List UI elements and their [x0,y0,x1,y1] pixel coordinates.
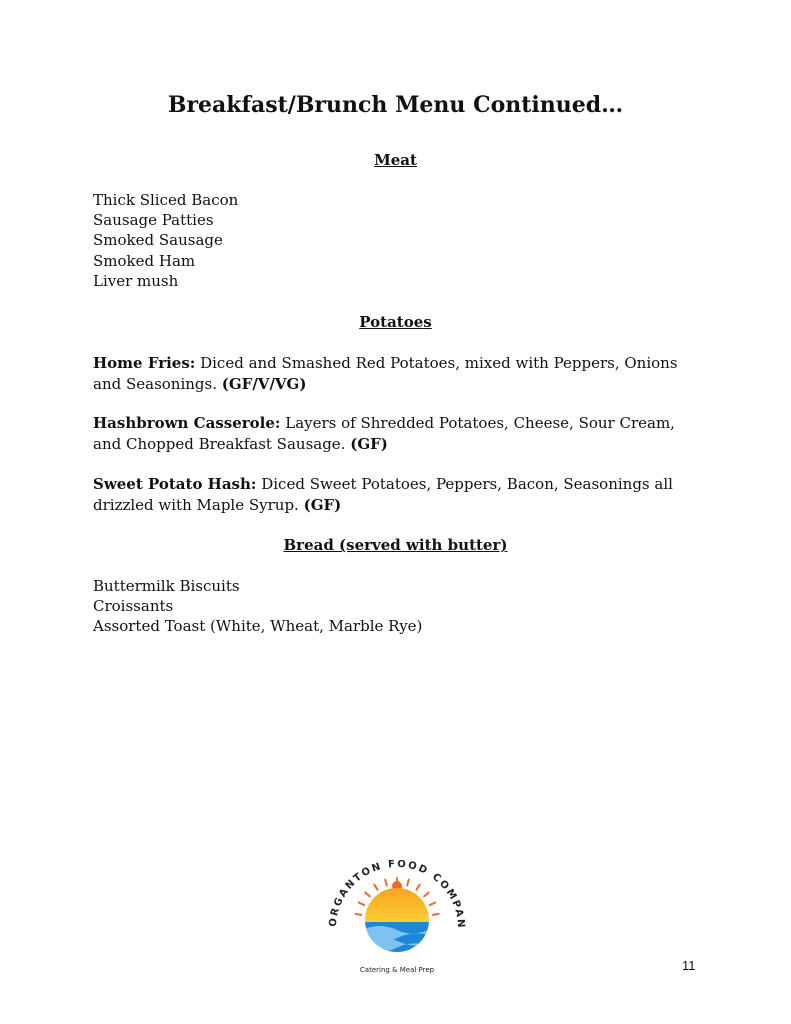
item-description: Layers of Shredded Potatoes, Cheese, Sour Cream, and Chopped Breakfast Sausage. [93,414,675,453]
list-item: Buttermilk Biscuits [93,577,240,595]
sun-ray [416,885,419,890]
list-item: Thick Sliced Bacon [93,191,239,209]
item-name: Hashbrown Casserole: [93,414,281,432]
sun-ray [359,903,364,905]
section-heading-meat: Meat [374,151,417,169]
page-title: Breakfast/Brunch Menu Continued… [167,92,624,118]
brand-name: ORGANTON FOOD COMPAN [327,860,467,930]
list-item: Smoked Sausage [93,231,223,250]
menu-item-home-fries [93,353,693,394]
item-name: Home Fries: [93,354,196,372]
menu-item-hashbrown-casserole [93,413,693,454]
company-logo [322,860,472,980]
logo-graphic [322,860,472,980]
sun-ray [424,892,429,896]
bread-list [93,576,422,637]
sun-ray [355,914,361,915]
menu-item-sweet-potato-hash [93,474,693,515]
diet-tag: (GF/V/VG) [221,374,307,393]
page-number: 11 [682,958,696,973]
sun-ray [430,903,435,905]
list-item: Sausage Patties [93,211,214,230]
sun-ray [385,880,387,886]
item-description: Diced Sweet Potatoes, Peppers, Bacon, Seasonings all drizzled with Maple Syrup. [93,475,673,514]
sun-ray [407,880,409,886]
list-item: Liver mush [93,271,179,290]
list-item: Smoked Ham [93,251,196,270]
item-name: Sweet Potato Hash: [93,475,257,493]
section-heading-potatoes: Potatoes [359,313,432,331]
list-item: Croissants [93,597,174,616]
sun-ray [374,885,377,890]
item-description: Diced and Smashed Red Potatoes, mixed with Peppers, Onions and Seasonings. [93,354,678,393]
sun-ray [433,914,439,915]
section-heading-bread: Bread (served with butter) [283,536,508,554]
list-item: Assorted Toast (White, Wheat, Marble Rye) [93,617,423,636]
tagline: Catering & Meal Prep [359,966,435,974]
sun-icon [362,886,432,954]
diet-tag: (GF) [350,434,388,453]
meat-list [93,190,238,291]
sun-ray [365,892,370,896]
diet-tag: (GF) [303,495,342,514]
